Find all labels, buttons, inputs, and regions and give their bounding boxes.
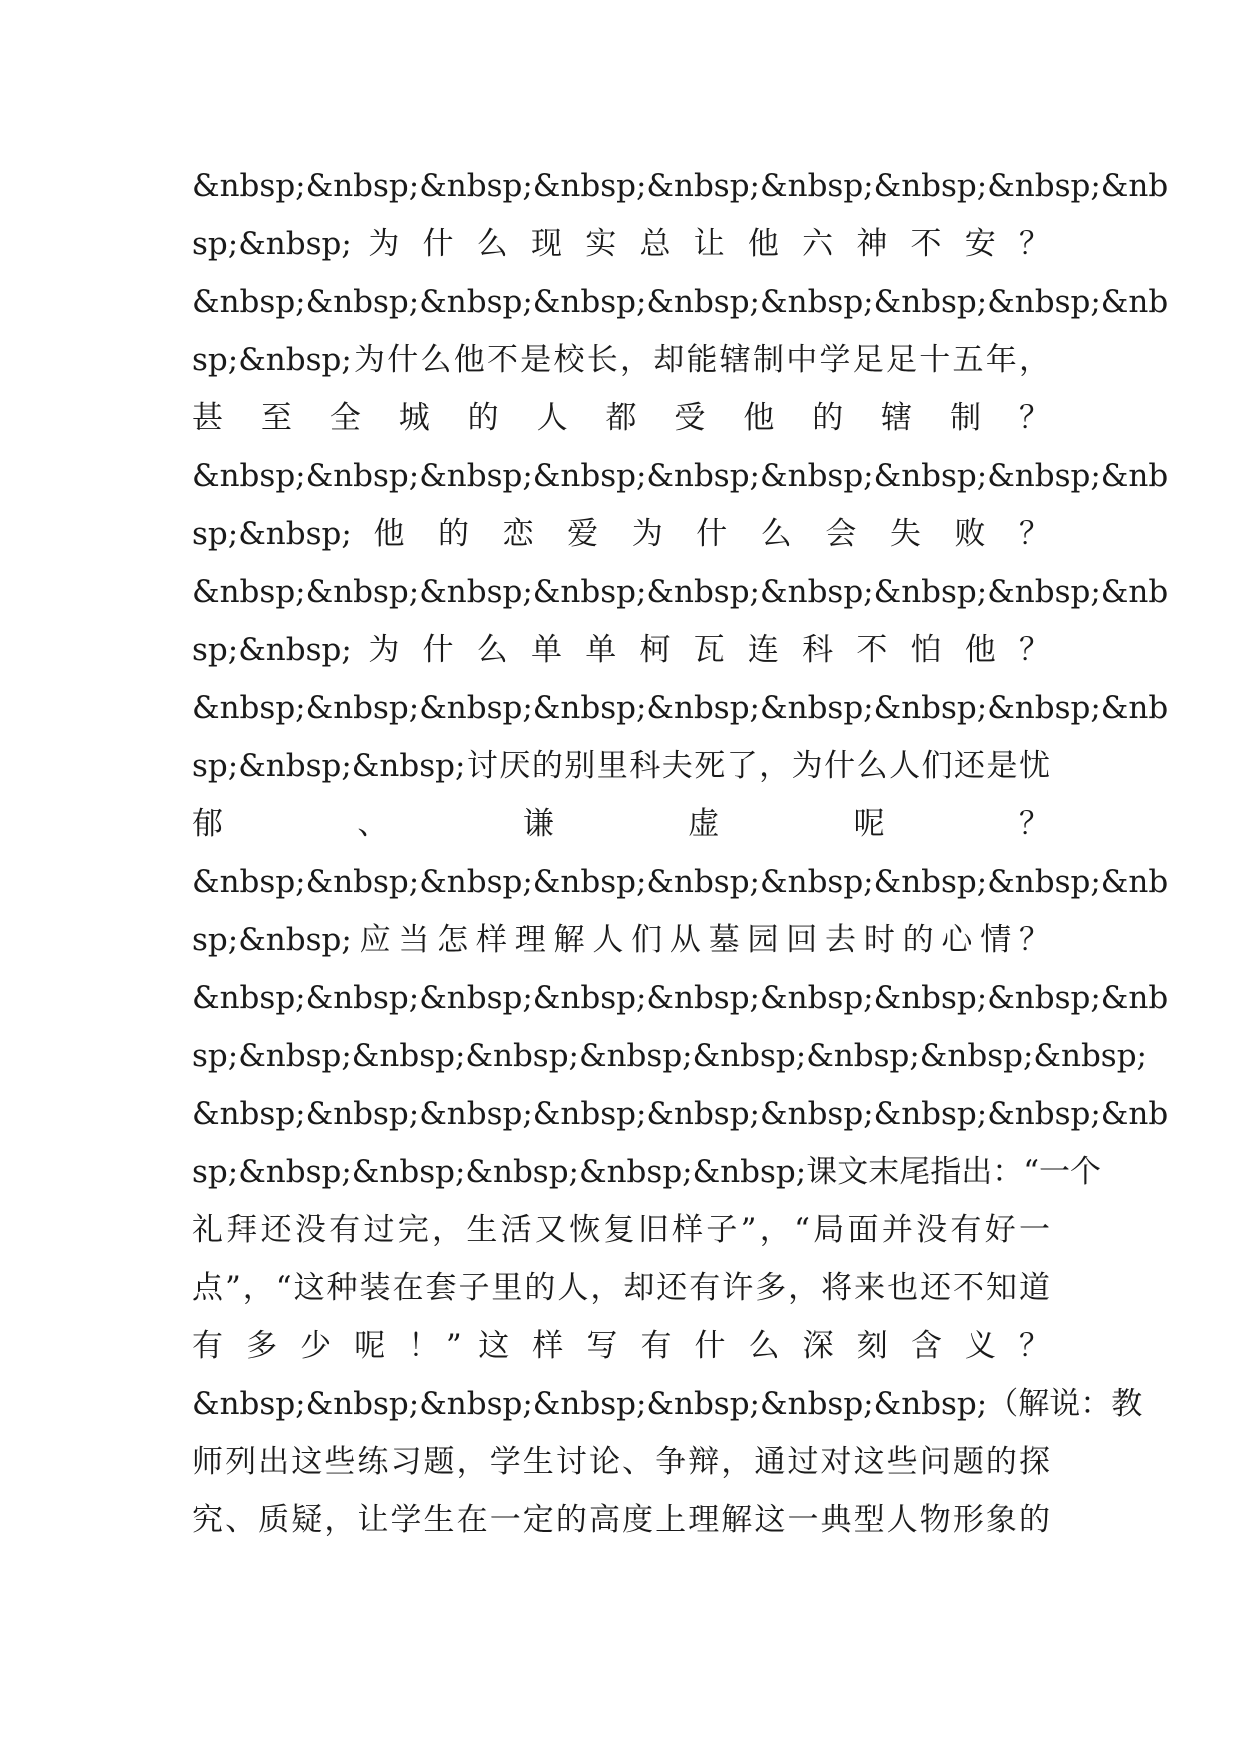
text-line: &nbsp;&nbsp;&nbsp;&nbsp;&nbsp;&nbsp;&nbsp;&nbsp;&nb [192,574,1169,610]
text-line: &nbsp;&nbsp;&nbsp;&nbsp;&nbsp;&nbsp;&nbsp;&nbsp;&nb [192,690,1169,726]
text-line: &nbsp;&nbsp;&nbsp;&nbsp;&nbsp;&nbsp;&nbsp;&nbsp;&nb [192,1096,1169,1132]
text-line: sp;&nbsp;&nbsp;讨厌的别里科夫死了，为什么人们还是忧 [192,748,1050,784]
text-line: &nbsp;&nbsp;&nbsp;&nbsp;&nbsp;&nbsp;&nbsp;（解说：教 [192,1386,1143,1422]
text-line: &nbsp;&nbsp;&nbsp;&nbsp;&nbsp;&nbsp;&nbsp;&nbsp;&nb [192,864,1169,900]
text-line: &nbsp;&nbsp;&nbsp;&nbsp;&nbsp;&nbsp;&nbsp;&nbsp;&nb [192,980,1169,1016]
text-line: &nbsp;&nbsp;&nbsp;&nbsp;&nbsp;&nbsp;&nbsp;&nbsp;&nb [192,168,1169,204]
text-line: 郁 、 谦 虚 呢 ？ [192,806,1050,842]
text-line: sp;&nbsp; 为 什 么 现 实 总 让 他 六 神 不 安 ？ [192,226,1050,262]
text-line: sp;&nbsp;为什么他不是校长，却能辖制中学足足十五年， [192,342,1050,378]
text-line: sp;&nbsp;应当怎样理解人们从墓园回去时的心情？ [192,922,1050,958]
text-line: sp;&nbsp; 他 的 恋 爱 为 什 么 会 失 败 ？ [192,516,1050,552]
text-line: &nbsp;&nbsp;&nbsp;&nbsp;&nbsp;&nbsp;&nbsp;&nbsp;&nb [192,458,1169,494]
text-line: 甚 至 全 城 的 人 都 受 他 的 辖 制 ？ [192,400,1050,436]
text-line: 究、质疑，让学生在一定的高度上理解这一典型人物形象的 [192,1502,1050,1538]
text-line: sp;&nbsp;&nbsp;&nbsp;&nbsp;&nbsp;课文末尾指出：“一个 [192,1154,1102,1190]
text-line: 师列出这些练习题，学生讨论、争辩，通过对这些问题的探 [192,1444,1050,1480]
text-line: sp;&nbsp; 为 什 么 单 单 柯 瓦 连 科 不 怕 他 ？ [192,632,1050,668]
text-line: sp;&nbsp;&nbsp;&nbsp;&nbsp;&nbsp;&nbsp;&nbsp;&nbsp; [192,1038,1148,1074]
text-line: 点”，“这种装在套子里的人，却还有许多，将来也还不知道 [192,1270,1050,1306]
text-line: 有 多 少 呢 ！” 这 样 写 有 什 么 深 刻 含 义 ？ [192,1328,1050,1364]
text-line: &nbsp;&nbsp;&nbsp;&nbsp;&nbsp;&nbsp;&nbsp;&nbsp;&nb [192,284,1169,320]
text-line: 礼拜还没有过完，生活又恢复旧样子”，“局面并没有好一 [192,1212,1050,1248]
